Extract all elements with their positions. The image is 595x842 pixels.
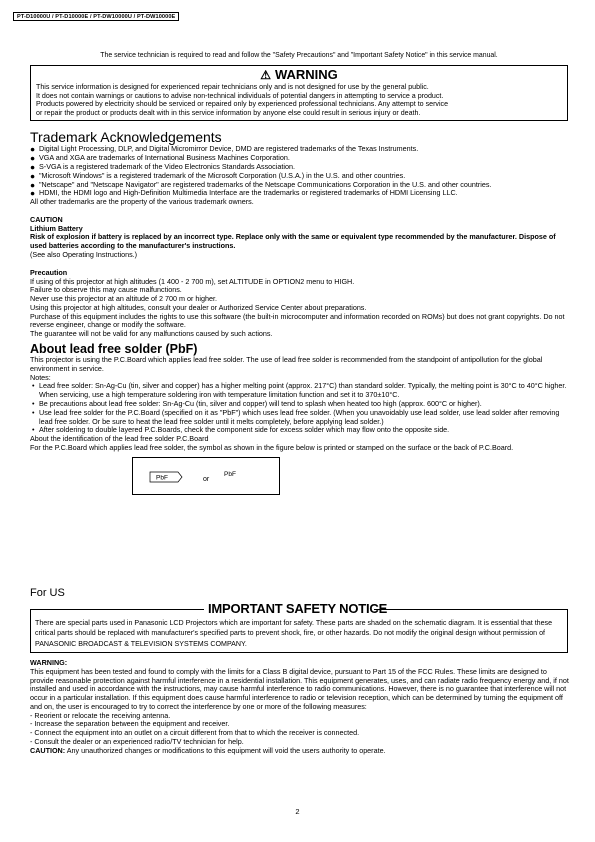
leadfree-intro: This projector is using the P.C.Board which applies lead free solder. The use of lead free solder is recommended from the standpoint of antipollution for the global environment in service. [30,355,543,373]
warning-line: This service information is designed for experienced repair technicians only and is not designed for use by the general public. [36,83,429,92]
pbf-symbol-1: PbF [156,474,168,482]
model-header: PT-D10000U / PT-D10000E / PT-DW10000U / PT-DW10000E [13,12,179,21]
identification-text: For the P.C.Board which applies lead free solder, the symbol as shown in the figure below is printed or stamped on the surface or the back of P.C.Board. [30,442,514,452]
isn-title-row [30,602,568,616]
precaution-line: Failure to observe this may cause malfunctions. [30,285,182,295]
fcc-measure: - Connect the equipment into an outlet on a circuit different from that to which the receiver is connected. [30,728,360,738]
precaution-line: If using of this projector at high altitudes (1 400 - 2 700 m), set ALTITUDE in OPTION2 menu to HIGH. [30,276,355,286]
isn-divider-left [30,609,204,610]
warning-title: WARNING [274,67,338,83]
isn-text: There are special parts used in Panasonic LCD Projectors which are important for safety. These parts are shaded on the schematic diagram. It is essential that these critical parts should be replaced with manufacturer's specified parts to prevent shock, fire, or other hazards. Do not modify the original design without permission of PANASONIC BROADCAST & TELEVISION SYSTEMS COMPANY. [35,619,553,648]
list-item: ● HDMI, the HDMI logo and High-Definition Multimedia Interface are the trademarks or registered trademarks of HDMI Licensing LLC. [30,189,568,198]
warning-line: Products powered by electricity should be serviced or repaired only by experienced professional technicians. Any attempt to service [36,100,449,109]
list-item: ● VGA and XGA are trademarks of International Business Machines Corporation. [30,154,568,163]
precaution-line: The guarantee will not be valid for any malfunctions caused by such actions. [30,329,273,339]
isn-title: IMPORTANT SAFETY NOTICE [208,601,388,616]
list-item: • After soldering to double layered P.C.Boards, check the component side for excess solder which may flow onto the opposite side. [30,426,568,435]
warning-line: or repair the product or products dealt with in this service information by anyone else could result in serious injury or death. [36,108,421,117]
fcc-caution-text: Any unauthorized changes or modifications to this equipment will void the users authority to operate. [65,745,386,755]
list-item: ● S-VGA is a registered trademark of the Video Electronics Standards Association. [30,163,568,172]
for-us-label: For US [30,587,65,599]
list-item: ● "Netscape" and "Netscape Navigator" are registered trademarks of the Netscape Communications Corporation in the U.S. and other countries. [30,181,568,190]
intro-text: The service technician is required to read and follow the "Safety Precautions" and "Important Safety Notice" in this service manual. [100,52,498,59]
precaution-title: Precaution [30,267,68,277]
precaution-line: Purchase of this equipment includes the rights to use this software (the built-in microcomputer and information recorded on ROMs) but does not grant copyrights. Do not reverse engineer, change or modify the software. [30,311,565,330]
caution-subtitle: Lithium Battery [30,223,83,233]
fcc-measure: - Increase the separation between the equipment and receiver. [30,719,230,729]
pbf-symbol-2: PbF [224,470,236,478]
precaution-line: Using this projector at high altitudes, consult your dealer or Authorized Service Center about preparations. [30,302,367,312]
leadfree-heading: About lead free solder (PbF) [30,342,198,357]
fcc-section [30,659,570,756]
list-item: ● "Microsoft Windows" is a registered trademark of the Microsoft Corporation (U.S.A.) in the U.S. and other countries. [30,172,568,181]
notes-label: Notes: [30,372,51,382]
identification-title: About the identification of the lead free solder P.C.Board [30,434,209,444]
main-content [30,52,568,495]
list-item: • Be precautions about lead free solder: Sn-Ag-Cu (tin, silver and copper) will tend to splash when heated too high (approx. 600°C or higher). [30,400,568,409]
list-item: • Lead free solder: Sn-Ag-Cu (tin, silver and copper) has a higher melting point (approx. 217°C) than standard solder. Typically, the melting point is 30°C to 40°C higher. When servicing, use a high temperature soldering iron with temperature limitation function and set it to 370±10°C. [30,382,568,400]
caution-title: CAUTION [30,214,63,224]
list-item: ● Digital Light Processing, DLP, and Digital Micromirror Device, DMD are registered trademarks of the Texas Instruments. [30,145,568,154]
fcc-title: WARNING: [30,658,68,667]
trademark-list [30,145,568,198]
caution-section [30,216,568,260]
warning-heading [36,67,562,83]
fcc-caution [30,747,570,756]
precaution-line: Never use this projector at an altitude of 2 700 m or higher. [30,294,217,304]
caution-text: Risk of explosion if battery is replaced by an incorrect type. Replace only with the same or equivalent type recommended by the manufacturer. Dispose of used batteries according to the manufacturer's instructions. [30,232,556,251]
warning-box [30,65,568,121]
list-item: • Use lead free solder for the P.C.Board (specified on it as "PbF") which uses lead free solder. (When you unavoidably use lead solder, use lead solder after removing lead free solder. Or be sure to heat the lead free solder until it melts completely, before applying lead solder.) [30,409,568,427]
precaution-section [30,269,568,339]
fcc-measure: - Reorient or relocate the receiving antenna. [30,710,171,720]
page-number: 2 [295,807,300,816]
isn-divider-right [374,609,568,610]
important-safety-notice [30,602,568,653]
pbf-stamp-icon [147,468,185,486]
trademark-footer: All other trademarks are the property of the various trademark owners. [30,197,254,207]
warning-line: It does not contain warnings or cautions to advise non-technical individuals of potential dangers in attempting to service a product. [36,91,444,100]
fcc-text: This equipment has been tested and found to comply with the limits for a Class B digital device, pursuant to Part 15 of the FCC Rules. These limits are designed to provide reasonable protection against harmful interference in a residential installation. This equipment generates, uses, and can radiate radio frequency energy and, if not installed and used in accordance with the instructions, may cause harmful interference to radio communications. However, there is no guarantee that interference will not occur in a particular installation. If this equipment does cause harmful interference to radio or television reception, which can be determined by turning the equipment off and on, the user is encouraged to try to correct the interference by one or more of the following measures: [30,666,569,711]
notes-list [30,382,568,435]
warning-triangle-icon: ⚠ [260,68,271,83]
pbf-symbol-figure [132,457,280,495]
pbf-or: or [203,475,210,483]
caution-note: (See also Operating Instructions.) [30,250,138,260]
trademark-heading: Trademark Acknowledgements [30,129,222,146]
fcc-caution-label: CAUTION: [30,745,66,755]
fcc-measure: - Consult the dealer or an experienced radio/TV technician for help. [30,737,244,747]
